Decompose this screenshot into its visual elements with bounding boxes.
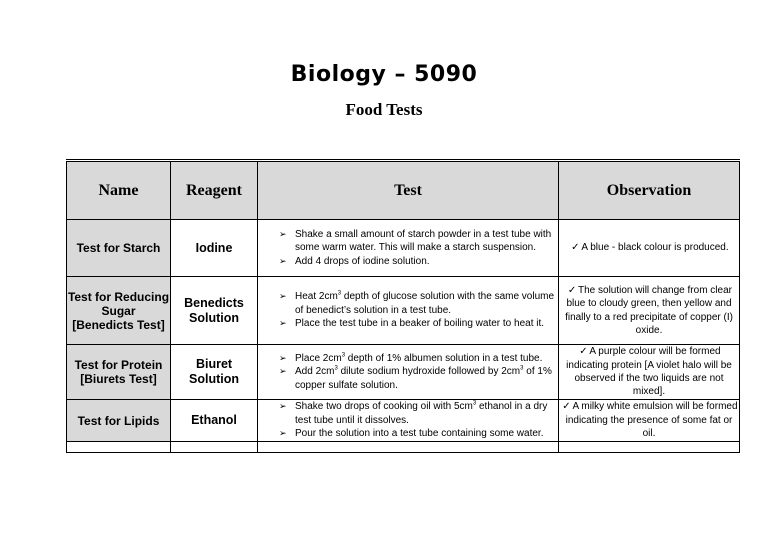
check-icon: ✓	[571, 242, 580, 254]
reagent-line: Biuret	[195, 357, 233, 371]
test-step: ➢ Add 4 drops of iodine solution.	[258, 255, 558, 268]
check-icon: ✓	[579, 346, 588, 358]
table-row	[67, 277, 740, 345]
header-test: Test	[258, 161, 559, 220]
observation-text: The solution will change from clear blue to cloudy green, then yellow and finally to a red precipitate of copper (I) oxide.	[565, 284, 733, 336]
observation-text: A milky white emulsion will be formed indicating the presence of some fat or oil.	[565, 401, 738, 440]
test-steps	[258, 400, 559, 442]
table-row	[67, 220, 740, 277]
test-name: Test for Starch	[67, 220, 171, 277]
empty-cell	[171, 442, 258, 453]
reagent	[171, 277, 258, 345]
empty-row	[67, 442, 740, 453]
check-icon: ✓	[562, 401, 571, 413]
reagent	[171, 345, 258, 400]
food-tests-table	[66, 159, 740, 453]
reagent-line: Benedicts	[184, 295, 244, 310]
test-steps	[258, 345, 559, 400]
observation	[559, 277, 740, 345]
document-subtitle: Food Tests	[345, 100, 423, 119]
table-row	[67, 345, 740, 400]
test-name	[67, 345, 171, 400]
empty-cell	[67, 442, 171, 453]
observation	[559, 220, 740, 277]
header-name: Name	[67, 161, 171, 220]
header-row	[67, 161, 740, 220]
observation-text: A blue - black colour is produced.	[581, 242, 729, 254]
document-title: Biology – 5090	[290, 62, 478, 87]
table-row	[67, 400, 740, 442]
test-step: ➢ Heat $2cm^3$ depth of glucose solution with the same volume of benedict’s solution in a test tube.	[258, 290, 558, 317]
test-name-line: Test for Protein	[74, 358, 163, 372]
observation	[559, 345, 740, 400]
test-step: ➢ Pour the solution into a test tube containing some water.	[258, 427, 558, 440]
test-step: ➢ Shake two drops of cooking oil with $5cm^3$ ethanol in a dry test tube until it dissolves.	[258, 400, 558, 427]
test-name-line: [Benedicts Test]	[72, 317, 165, 332]
reagent-line: Solution	[189, 372, 239, 386]
observation	[559, 400, 740, 442]
test-name: Test for Lipids	[67, 400, 171, 442]
header-observation: Observation	[559, 161, 740, 220]
empty-cell	[559, 442, 740, 453]
test-name-line: [Biurets Test]	[80, 372, 157, 386]
empty-cell	[258, 442, 559, 453]
observation-text: A purple colour will be formed indicating protein [A violet halo will be observed if the two liquids are not mixed].	[566, 346, 732, 398]
test-name	[67, 277, 171, 345]
reagent-line: Solution	[189, 310, 239, 325]
test-steps	[258, 220, 559, 277]
test-step: ➢ Add $2cm^3$ dilute sodium hydroxide followed by $2cm^3$ of 1% copper sulfate solution.	[258, 365, 558, 392]
test-step: ➢ Place the test tube in a beaker of boiling water to heat it.	[258, 317, 558, 330]
test-steps	[258, 277, 559, 345]
reagent: Ethanol	[171, 400, 258, 442]
test-step: ➢ Shake a small amount of starch powder in a test tube with some warm water. This will make a starch suspension.	[258, 228, 558, 255]
test-name-line: Test for Reducing Sugar	[67, 289, 170, 318]
header-reagent: Reagent	[171, 161, 258, 220]
check-icon: ✓	[567, 284, 577, 296]
test-step: ➢ Place $2cm^3$ depth of 1% albumen solution in a test tube.	[258, 352, 558, 365]
reagent: Iodine	[171, 220, 258, 277]
